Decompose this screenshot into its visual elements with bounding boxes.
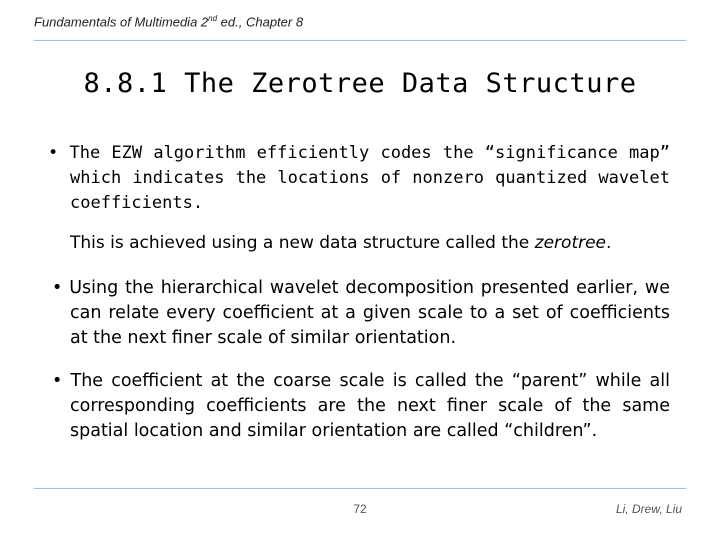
bullet-text: The EZW algorithm efficiently codes the “significance map” which indicates the locations of nonzero quantized wavelet coefficients.: [69, 143, 670, 213]
bullet-text: The coefficient at the coarse scale is called the “parent” while all corresponding coefficients are the next finer scale of the same spatial location and similar orientation are called “children”.: [70, 371, 670, 441]
bullet-hierarchical-decomposition: [44, 276, 670, 351]
header-divider: [34, 40, 686, 41]
bullet-text: Using the hierarchical wavelet decomposition presented earlier, we can relate every coefficient at a given scale to a set of coefficients at the next finer scale of similar orientation.: [69, 278, 670, 348]
chapter-header: [34, 14, 303, 29]
header-text-before: Fundamentals of Multimedia 2: [34, 14, 209, 30]
zerotree-text-after: .: [606, 233, 612, 253]
footer-authors: Li, Drew, Liu: [615, 502, 682, 516]
page-number: 72: [353, 502, 367, 516]
header-superscript: nd: [208, 14, 218, 23]
slide-title: 8.8.1 The Zerotree Data Structure: [83, 68, 637, 99]
zerotree-text-before: This is achieved using a new data structure called the: [70, 233, 535, 253]
bullet-marker: •: [52, 371, 63, 391]
bullet-marker: •: [52, 278, 63, 298]
bullet-ezw-algorithm: [44, 141, 670, 216]
bullet-marker: •: [48, 143, 59, 163]
header-text-after: ed., Chapter 8: [217, 14, 304, 30]
bullet-parent-children: [44, 369, 670, 444]
zerotree-sentence: [44, 231, 670, 256]
footer-divider: [34, 488, 686, 489]
zerotree-emphasis: zerotree: [534, 233, 607, 253]
